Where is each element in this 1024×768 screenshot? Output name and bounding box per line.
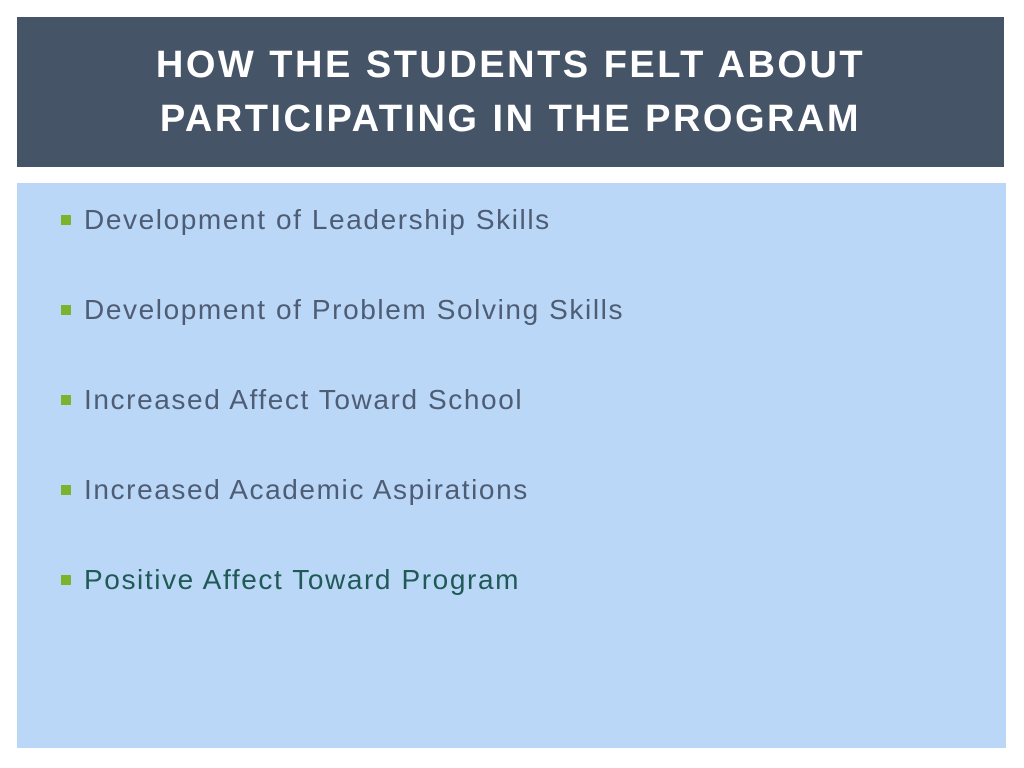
title-line-2: PARTICIPATING IN THE PROGRAM xyxy=(159,98,862,140)
title-bar xyxy=(17,17,1004,167)
slide-title xyxy=(156,38,865,146)
bullet-text: Increased Affect Toward School xyxy=(84,384,524,415)
bullet-item xyxy=(61,564,624,596)
bullet-item xyxy=(61,474,624,506)
bullet-text: Development of Problem Solving Skills xyxy=(84,294,625,325)
square-bullet-icon xyxy=(61,395,71,405)
content-box xyxy=(17,183,1006,748)
bullet-item xyxy=(61,204,624,236)
square-bullet-icon xyxy=(61,575,71,585)
square-bullet-icon xyxy=(61,215,71,225)
title-line-1: HOW THE STUDENTS FELT ABOUT xyxy=(155,44,866,86)
bullet-item xyxy=(61,384,624,416)
square-bullet-icon xyxy=(61,305,71,315)
bullet-list xyxy=(61,204,624,654)
bullet-item xyxy=(61,294,624,326)
bullet-text: Positive Affect Toward Program xyxy=(84,564,521,595)
square-bullet-icon xyxy=(61,485,71,495)
bullet-text: Development of Leadership Skills xyxy=(84,204,551,235)
bullet-text: Increased Academic Aspirations xyxy=(84,474,529,505)
